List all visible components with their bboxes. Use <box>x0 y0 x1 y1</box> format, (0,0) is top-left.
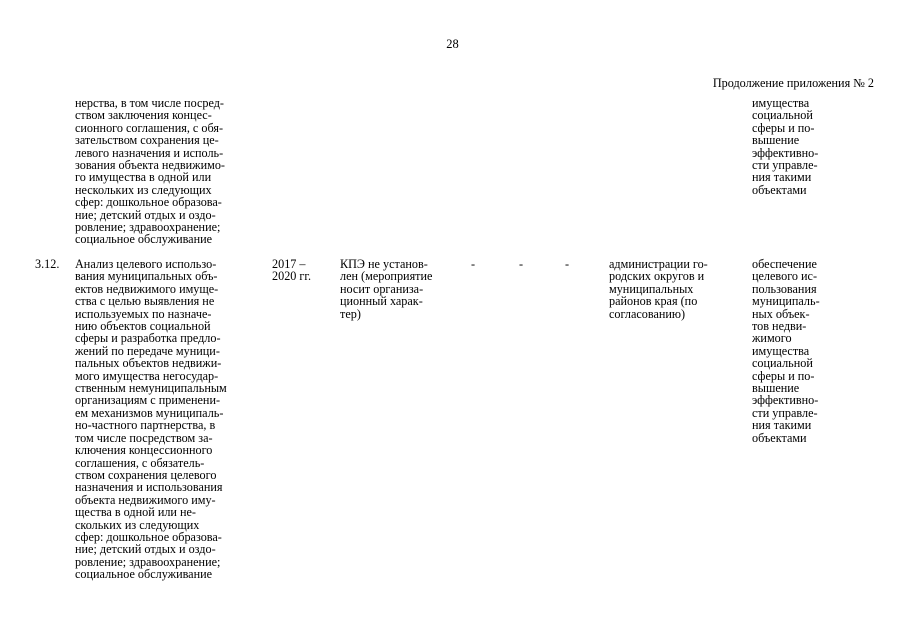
row-kpe: КПЭ не установ- лен (мероприятие носит организа- ционный харак- тер) <box>340 257 433 321</box>
row-period: 2017 – 2020 гг. <box>272 257 312 284</box>
row-description: Анализ целевого использо- вания муниципальных объ- ектов недвижимого имуще- ства с целью выявления не используемых по назначе- нию объектов социальной сферы и разработка предло- жений по передаче муници- пальных объектов недвижи- мого имущества негосудар- ственным немуниципальным организациям с применени- ем механизмов муниципаль- но-частного партнерства, в том числе посредством за- ключения концессионного соглашения, с обязатель- ством сохранения целевого назначения и использования объекта недвижимого иму- щества в одной или не- скольких из следующих сфер: дошкольное образова- ние; детский отдых и оздо- ровление; здравоохранение; социальное обслуживание <box>75 257 227 582</box>
row-result: обеспечение целевого ис- пользования муниципаль- ных объек- тов недви- жимого имущества социальной сферы и по- вышение эффективно- сти управле- ния такими объектами <box>752 257 820 445</box>
continued-row-description: нерства, в том числе посред- ством заключения концес- сионного соглашения, с обя- зательством сохранения це- левого назначения и исполь- зования объекта недвижимо- го имущества в одной или нескольких из следующих сфер: дошкольное образова- ние; детский отдых и оздо- ровление; здравоохранение; социальное обслуживание <box>75 96 225 247</box>
continued-row-result: имущества социальной сферы и по- вышение эффективно- сти управле- ния такими объектами <box>752 96 819 197</box>
row-value-1: - <box>471 257 476 271</box>
row-executors: администрации го- родских округов и муниципальных районов края (по согласованию) <box>609 257 708 321</box>
row-number: 3.12. <box>35 257 60 271</box>
row-value-2: - <box>519 257 524 271</box>
row-value-3: - <box>565 257 570 271</box>
appendix-continuation-note: Продолжение приложения № 2 <box>712 76 874 90</box>
page-number: 28 <box>446 37 459 51</box>
